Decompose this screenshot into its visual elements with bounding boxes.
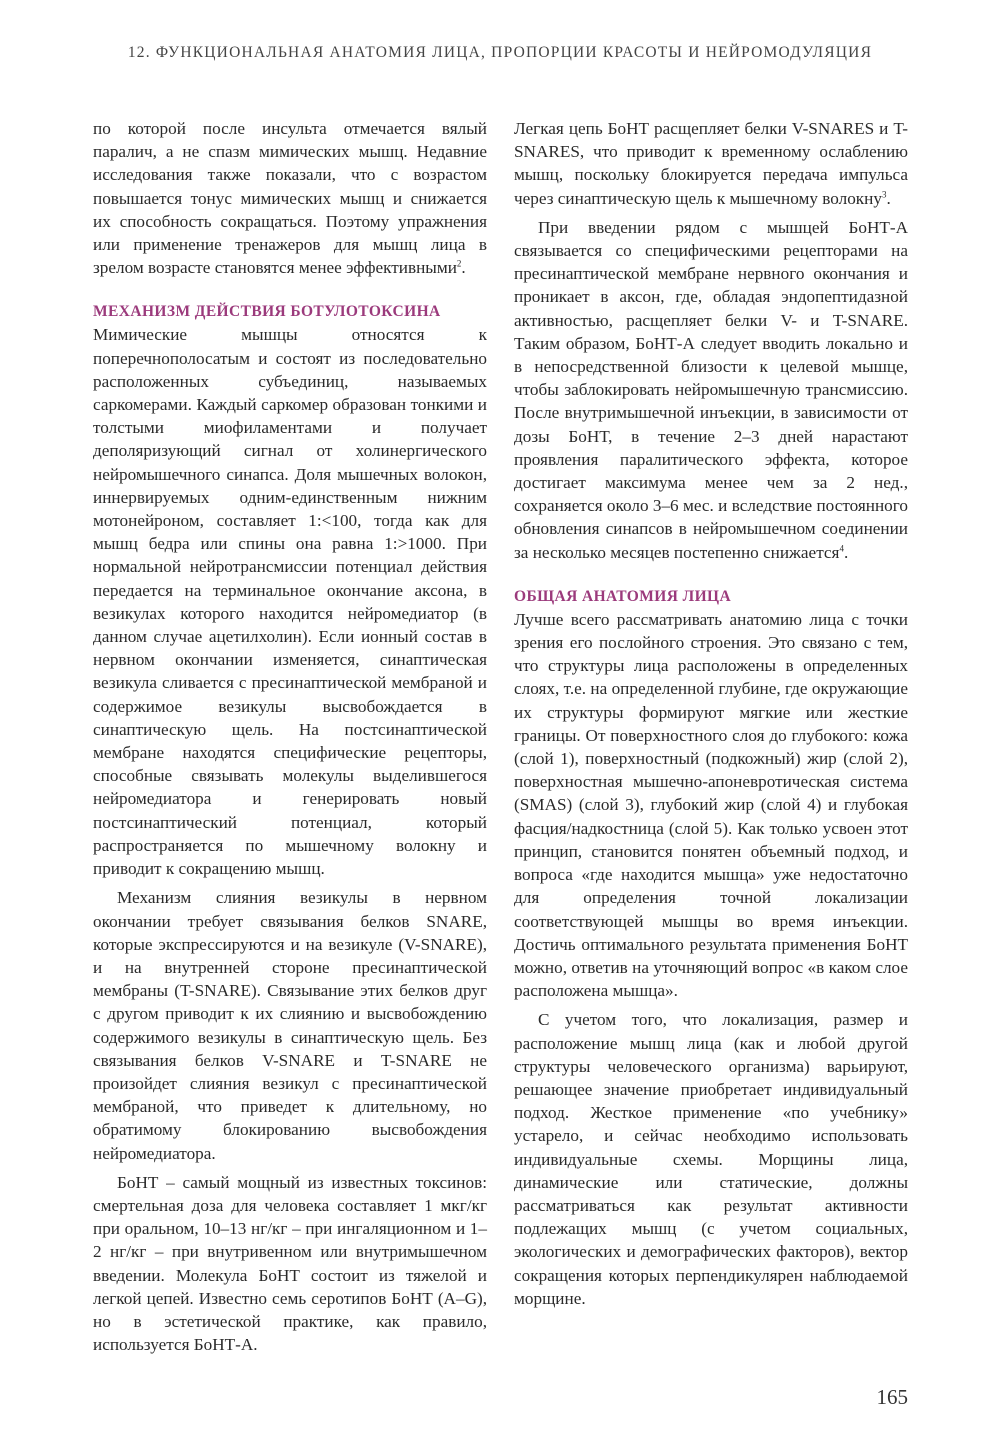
paragraph: БоНТ – самый мощный из известных токсинов: смертельная доза для человека составляет 1 мкг/кг при оральном, 10–13 нг/кг – при ингаляционном и 1–2 нг/кг – при внутривенном или внутримышечном введении. Молекула БоНТ состоит из тяжелой и легкой цепей. Известно семь серотипов БоНТ (A–G), но в эстетической практике, как правило, используется БоНТ-А. bbox=[93, 1172, 487, 1355]
section-heading: ОБЩАЯ АНАТОМИЯ ЛИЦА bbox=[514, 587, 732, 605]
section-heading: МЕХАНИЗМ ДЕЙСТВИЯ БОТУЛОТОКСИНА bbox=[93, 303, 441, 321]
paragraph bbox=[93, 117, 487, 279]
paragraph: Мимические мышцы относятся к поперечнополосатым и состоят из последовательно расположенных субъединиц, называемых саркомерами. Каждый саркомер образован тонкими и толстыми миофиламентами и получает деполяризующий сигнал от холинергического нейромышечного синапса. Доля мышечных волокон, иннервируемых одним-единственным нижним мотонейроном, составляет 1:<100, тогда как для мышц бедра или спины она равна 1:>1000. При нормальной нейротрансмиссии потенциал действия передается на терминальное окончание аксона, в везикулах которого находится нейромедиатор (в данном случае ацетилхолин). Если ионный состав в нервном окончании изменяется, синаптическая везикула сливается с пресинаптической мембраной и содержимое везикулы высвобождается в синаптическую щель. На постсинаптической мембране находятся специфические рецепторы, способные связывать молекулы выделившегося нейромедиатора и генерировать новый постсинаптический потенциал, который распространяется по мышечному волокну и приводит к сокращению мышц. bbox=[93, 325, 487, 879]
left-column bbox=[93, 117, 487, 1356]
reference-marker: 4 bbox=[839, 542, 844, 553]
reference-marker: 3 bbox=[881, 188, 887, 199]
right-column bbox=[514, 117, 908, 1310]
paragraph: Механизм слияния везикулы в нервном окончании требует связывания белков SNARE, которые экспрессируются и на везикуле (V-SNARE), и на внутренней стороне пресинаптической мембраны (T-SNARE). Связывание этих белков друг с другом приводит к их слиянию и высвобождению содержимого везикулы в синаптическую щель. Без связывания белков V-SNARE и T-SNARE не произойдет слияния везикул с пресинаптической мембраной, что приведет к длительному, но обратимому блокированию высвобождения нейромедиатора. bbox=[93, 888, 487, 1163]
reference-marker: 2 bbox=[456, 258, 462, 269]
paragraph-end: . bbox=[843, 542, 849, 562]
paragraph: Лучше всего рассматривать анатомию лица с точки зрения его послойного строения. Это связано с тем, что структуры лица расположены в определенных слоях, т.е. на определенной глубине, где окружающие их структуры формируют мягкие или жесткие границы. От поверхностного слоя до глубокого: кожа (слой 1), поверхностный (подкожный) жир (слой 2), поверхностная мышечно-апоневротическая система (SMAS) (слой 3), глубокий жир (слой 4) и глубокая фасция/надкостница (слой 5). Как только усвоен этот принцип, становится понятен объемный подход, и вопроса «где находится мышца» уже недостаточно для определения точной локализации соответствующей мышцы во время инъекции. Достичь оптимального результата применения БоНТ можно, ответив на уточняющий вопрос «в каком слое расположена мышца». bbox=[514, 609, 908, 1001]
paragraph-end: . bbox=[886, 188, 891, 208]
paragraph: С учетом того, что локализация, размер и расположение мышц лица (как и любой другой структуры человеческого организма) варьируют, решающее значение приобретает индивидуальный подход. Жесткое применение «по учебнику» устарело, и сейчас необходимо использовать индивидуальные схемы. Морщины лица, динамические или статические, должны рассматриваться как результат активности подлежащих мышц (с учетом социальных, экологических и демографических факторов), вектор сокращения которых перпендикулярен наблюдаемой морщине. bbox=[514, 1010, 908, 1308]
paragraph bbox=[514, 117, 908, 210]
paragraph bbox=[514, 216, 908, 564]
page-number: 165 bbox=[876, 1385, 908, 1409]
paragraph-text: по которой после инсульта отмечается вялый паралич, а не спазм мимических мышц. Недавние исследования также показали, что с возрастом повышается тонус мимических мышц и снижается их способность сокращаться. Поэтому упражнения или применение тренажеров для мышц лица в зрелом возрасте становятся менее эффективными bbox=[93, 119, 487, 278]
paragraph-end: . bbox=[461, 258, 466, 278]
paragraph-text: Легкая цепь БоНТ расщепляет белки V-SNARES и T-SNARES, что приводит к временному ослаблению мышц, поскольку блокируется передача импульса через синаптическую щель к мышечному волокну bbox=[514, 119, 908, 208]
paragraph-text: При введении рядом с мышцей БоНТ-А связывается со специфическими рецепторами на пресинаптической мембране нервного окончания и проникает в аксон, где, обладая эндопептидазной активностью, расщепляет белки V- и T-SNARE. Таким образом, БоНТ-А следует вводить локально и в непосредственной близости к целевой мышце, чтобы заблокировать нейромышечную трансмиссию. После внутримышечной инъекции, в зависимости от дозы БоНТ, в течение 2–3 дней нарастают проявления паралитического эффекта, которое достигает максимума менее чем за 2 нед., сохраняется около 3–6 мес. и вследствие постоянного обновления синапсов в нейромышечном соединении за несколько месяцев постепенно снижается bbox=[514, 217, 908, 562]
running-header: 12. ФУНКЦИОНАЛЬНАЯ АНАТОМИЯ ЛИЦА, ПРОПОРЦИИ КРАСОТЫ И НЕЙРОМОДУЛЯЦИЯ bbox=[127, 44, 873, 61]
